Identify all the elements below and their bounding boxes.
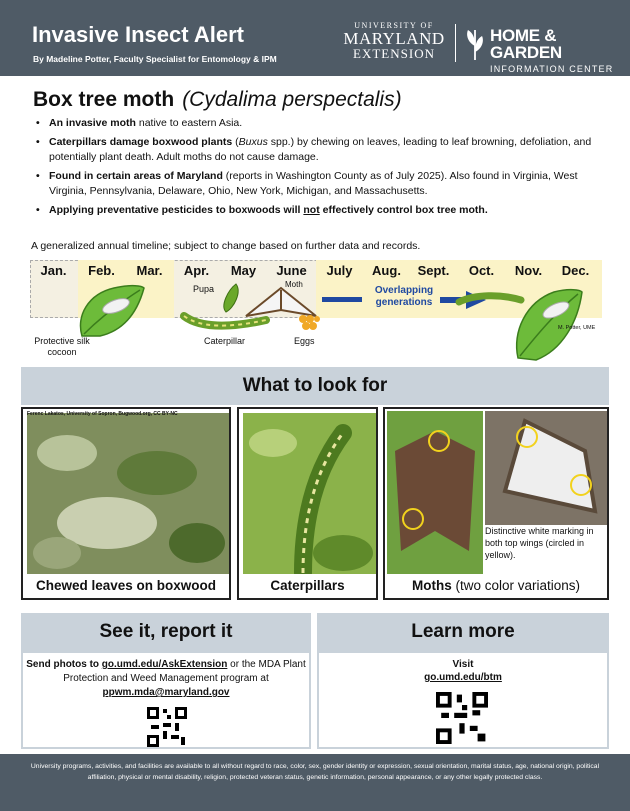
ask-extension-link[interactable]: go.umd.edu/AskExtension [101, 659, 228, 670]
caterpillar-icon [455, 290, 525, 312]
moth-label: Moth [285, 280, 303, 289]
arrow-left-shaft [322, 297, 362, 302]
caterpillar-photo [243, 413, 376, 578]
month-label: Dec. [561, 263, 590, 278]
report-text: Send photos to go.umd.edu/AskExtension or the MDA Plant Protection and Weed Management program at ppwm.mda@maryland.gov [26, 659, 306, 698]
list-item: • Caterpillars damage boxwood plants (Buxus spp.) by chewing on leaves, leading to leaf browning, defoliation, and potentially plant death. Adult moths do not cause damage. [34, 135, 594, 166]
white-moth-photo [485, 411, 607, 525]
month-label: Aug. [372, 263, 401, 278]
learn-heading: Learn more [317, 613, 609, 651]
email-link[interactable]: ppwm.mda@maryland.gov [102, 687, 230, 698]
photo-credit: Ferenc Lakatos, University of Sopron, Bugwood.org, CC BY-NC [27, 411, 178, 417]
photo-caption: Chewed leaves on boxwood [23, 574, 229, 598]
footer [0, 754, 630, 811]
overlap-label: Overlapping generations [374, 285, 434, 308]
home-garden-logo: HOME & GARDEN INFORMATION CENTER [490, 26, 614, 74]
cocoon-label: Protective silk cocoon [34, 336, 90, 357]
list-item: • Found in certain areas of Maryland (reports in Washington County as of July 2025). Also found in Virginia, West Virginia, Pennsylvania, Delaware, Ohio, New York, Michigan, and Massachusetts. [34, 169, 594, 200]
scientific-name: (Cydalima perspectalis) [182, 88, 402, 111]
brown-moth-photo [387, 411, 483, 576]
photo-caterpillars [237, 407, 378, 600]
photo-moths [383, 407, 609, 600]
moth-note: Distinctive white marking in both top wings (circled in yellow). [485, 525, 605, 561]
month-label: Oct. [468, 263, 495, 278]
month-label: Feb. [88, 263, 115, 278]
qr-code-icon[interactable] [147, 707, 187, 747]
month-label: June [276, 263, 307, 278]
learn-text: Visit go.umd.edu/btm [424, 659, 502, 683]
month-label: Sept. [417, 263, 450, 278]
umd-extension-logo: UNIVERSITY OF MARYLAND EXTENSION [343, 21, 445, 61]
list-item: • Applying preventative pesticides to boxwoods will not effectively control box tree moth. [34, 203, 594, 219]
header-banner [0, 0, 630, 76]
photo-caption: Caterpillars [239, 574, 376, 598]
month-label: July [326, 263, 353, 278]
list-item: • An invasive moth native to eastern Asia. [34, 116, 594, 132]
timeline-caption: A generalized annual timeline; subject to change based on further data and records. [31, 240, 421, 252]
image-credit: M. Potter, UME [558, 325, 596, 331]
pupa-label: Pupa [193, 284, 215, 294]
month-label: Apr. [183, 263, 210, 278]
section-title: Box tree moth (Cydalima perspectalis) [33, 88, 402, 111]
btm-link[interactable]: go.umd.edu/btm [424, 672, 502, 683]
report-heading: See it, report it [21, 613, 311, 651]
logo-divider [455, 24, 456, 62]
byline: By Madeline Potter, Faculty Specialist for Entomology & IPM [33, 54, 277, 64]
leaf-logo-icon [463, 26, 487, 62]
month-label: Jan. [40, 263, 67, 278]
boxwood-photo [27, 413, 229, 578]
month-label: Mar. [136, 263, 163, 278]
eggs-icon [298, 314, 320, 332]
photo-caption: Moths (two color variations) [385, 574, 607, 598]
fact-list [34, 116, 594, 221]
month-label: Nov. [514, 263, 543, 278]
leaf-cocoon-icon [74, 280, 146, 340]
look-heading: What to look for [21, 367, 609, 405]
photo-chewed-leaves [21, 407, 231, 600]
page-title: Invasive Insect Alert [32, 22, 244, 47]
eggs-label: Eggs [294, 336, 315, 346]
footer-text: University programs, activities, and facilities are available to all without regard to race, color, sex, gender identity or expression, sexual orientation, marital status, age, national origin, political affiliation, physical or mental disability, religion, protected veteran status, genetic information, personal appearance, or any other legally protected class. [30, 763, 600, 781]
qr-code-icon[interactable] [436, 692, 488, 744]
caterpillar-label: Caterpillar [204, 336, 246, 346]
month-label: May [230, 263, 257, 278]
